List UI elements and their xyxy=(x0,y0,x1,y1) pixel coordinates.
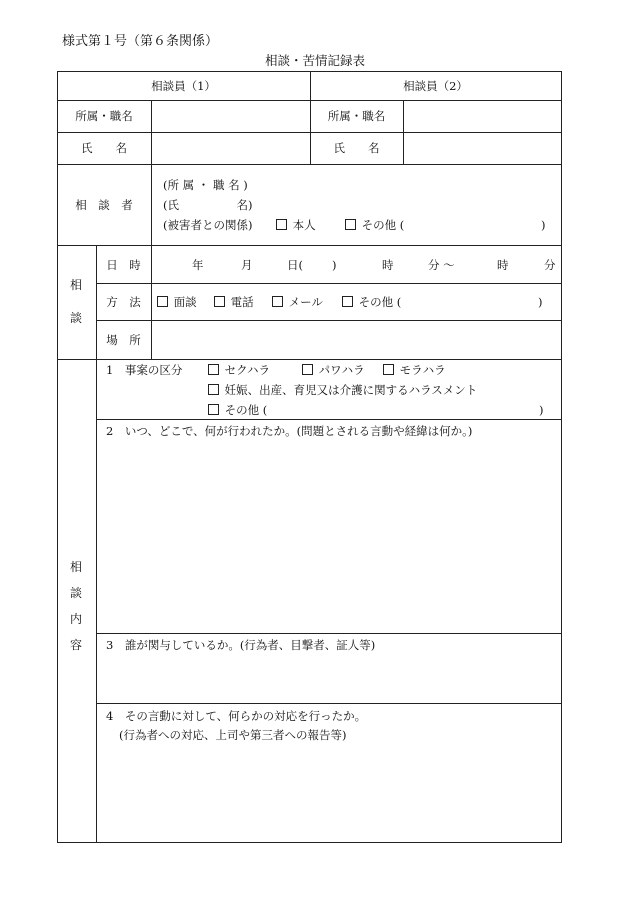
checkbox-icon xyxy=(157,296,168,307)
content-vertical-label: 相 談 内 容 xyxy=(69,560,82,652)
checkbox-icon xyxy=(214,296,225,307)
method-label: 方 法 xyxy=(106,295,141,309)
category-moral-option[interactable]: モラハラ xyxy=(383,363,446,377)
counselor-2-heading: 相談員（2） xyxy=(403,79,468,93)
category-sexual-option[interactable]: セクハラ xyxy=(208,363,270,377)
method-other-option[interactable]: その他 ( xyxy=(342,295,401,309)
checkbox-icon xyxy=(345,219,356,230)
category-power-option[interactable]: パワハラ xyxy=(302,363,365,377)
place-label: 場 所 xyxy=(106,333,141,347)
counselor-2-affiliation-field[interactable] xyxy=(404,101,561,132)
counselor-2-name-field[interactable] xyxy=(404,133,561,164)
counselor-1-name-field[interactable] xyxy=(152,133,310,164)
counselor-1-name-label: 氏 名 xyxy=(81,141,127,155)
counselor-2-affiliation-label: 所属・職名 xyxy=(327,109,386,123)
datetime-label: 日 時 xyxy=(106,258,141,272)
form-title: 相談・苦情記録表 xyxy=(264,53,365,68)
consultation-vertical-label: 相 談 xyxy=(69,278,82,325)
category-label: 1 事案の区分 xyxy=(106,363,183,377)
method-mail-option[interactable]: メール xyxy=(272,295,323,309)
question-4-note: (行為者への対応、上司や第三者への報告等) xyxy=(119,728,347,742)
checkbox-icon xyxy=(342,296,353,307)
question-4-answer-field[interactable] xyxy=(97,746,561,841)
question-3: 3 誰が関与しているか。(行為者、目撃者、証人等) xyxy=(106,638,376,652)
consultee-name-label: (氏 名) xyxy=(163,198,253,212)
checkbox-icon xyxy=(272,296,283,307)
method-phone-option[interactable]: 電話 xyxy=(214,295,254,309)
relation-self-option[interactable]: 本人 xyxy=(276,218,316,232)
category-other-close: ) xyxy=(539,403,544,417)
method-face-option[interactable]: 面談 xyxy=(157,295,197,309)
consultee-label: 相 談 者 xyxy=(75,198,133,212)
place-field[interactable] xyxy=(152,321,561,359)
question-2: 2 いつ、どこで、何が行われたか。(問題とされる言動や経緯は何か。) xyxy=(106,424,473,438)
question-4: 4 その言動に対して、何らかの対応を行ったか。 xyxy=(106,709,367,723)
checkbox-icon xyxy=(208,404,219,415)
question-3-answer-field[interactable] xyxy=(97,656,561,702)
form-number: 様式第１号（第６条関係） xyxy=(62,34,219,49)
category-other-option[interactable]: その他 ( xyxy=(208,403,267,417)
counselor-1-affiliation-field[interactable] xyxy=(152,101,310,132)
question-2-answer-field[interactable] xyxy=(97,442,561,632)
checkbox-icon xyxy=(208,384,219,395)
method-other-close: ) xyxy=(538,295,543,309)
counselor-2-name-label: 氏 名 xyxy=(333,141,380,155)
checkbox-icon xyxy=(302,364,313,375)
checkbox-icon xyxy=(276,219,287,230)
relation-other-option[interactable]: その他 ( xyxy=(345,218,404,232)
counselor-1-affiliation-label: 所属・職名 xyxy=(75,109,133,123)
relation-other-close: ) xyxy=(541,218,546,232)
checkbox-icon xyxy=(383,364,394,375)
checkbox-icon xyxy=(208,364,219,375)
consultee-relation-label: (被害者との関係) xyxy=(163,218,253,232)
counselor-1-heading: 相談員（1） xyxy=(151,79,216,93)
category-pregnancy-option[interactable]: 妊娠、出産、育児又は介護に関するハラスメント xyxy=(208,383,477,397)
consultee-affiliation-label: (所 属 ・ 職 名 ) xyxy=(163,178,248,192)
